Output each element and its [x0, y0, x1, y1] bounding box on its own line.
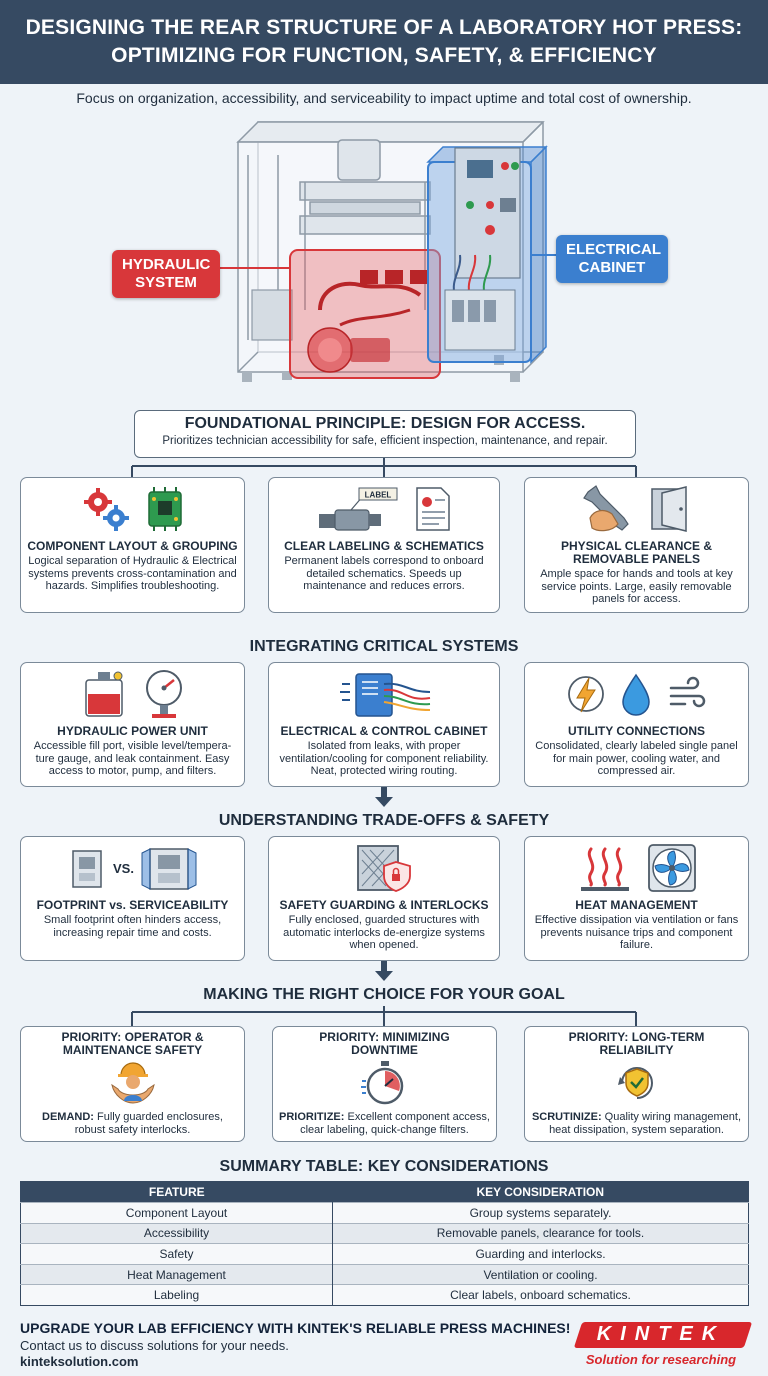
- card-title: SAFETY GUARDING & INTERLOCKS: [279, 898, 489, 912]
- electrical-cabinet-callout: [556, 235, 668, 283]
- card-title-line-1: PRIORITY: OPERATOR &: [61, 1030, 204, 1044]
- section-title-tradeoffs: UNDERSTANDING TRADE-OFFS & SAFETY: [218, 812, 550, 829]
- cabinet-wiring-icon: [334, 668, 434, 720]
- logo-tagline: Solution for researching: [585, 1352, 737, 1367]
- flow-arrow-down-icon-2: [375, 971, 393, 981]
- oil-tank-icon: [80, 668, 128, 720]
- principle-title: FOUNDATIONAL PRINCIPLE: DESIGN FOR ACCESS.: [184, 415, 586, 432]
- card-title-line-2: MAINTENANCE SAFETY: [62, 1043, 203, 1057]
- card-desc-text: Quality wiring management, heat dissipation, system separation.: [549, 1111, 742, 1136]
- card-title: ELECTRICAL & CONTROL CABINET: [280, 724, 488, 738]
- card-desc-text: Fully guarded enclosures, robust safety interlocks.: [74, 1111, 223, 1136]
- card-title: FOOTPRINT vs. SERVICEABILITY: [36, 898, 229, 912]
- hydraulic-system-callout: [112, 250, 220, 298]
- labeled-valve-icon: [315, 484, 399, 534]
- electrical-cabinet-region: [428, 147, 546, 362]
- kintek-logo: [572, 1320, 750, 1370]
- page-subtitle: Focus on organization, accessibility, and serviceability to impact uptime and total cost of ownership.: [76, 90, 692, 106]
- card-desc: Ample space for hands and tools at key service points. Large, easily removable panels for access.: [540, 568, 733, 605]
- card-title-line-2: REMOVABLE PANELS: [573, 552, 700, 566]
- card-footprint: [20, 836, 245, 961]
- worker-safety-icon: [108, 1059, 158, 1107]
- footer-cta: UPGRADE YOUR LAB EFFICIENCY WITH KINTEK'S RELIABLE PRESS MACHINES!: [20, 1320, 571, 1336]
- section-title-summary: SUMMARY TABLE: KEY CONSIDERATIONS: [219, 1158, 549, 1175]
- section-title-choice: MAKING THE RIGHT CHOICE FOR YOUR GOAL: [203, 986, 565, 1003]
- pressure-gauge-icon: [142, 668, 186, 720]
- table-row: [21, 1203, 749, 1224]
- column-header-consideration: KEY CONSIDERATION: [333, 1182, 749, 1203]
- footer-site-link[interactable]: kinteksolution.com: [20, 1354, 139, 1369]
- schematic-document-icon: [413, 486, 453, 532]
- card-title-line-1: PRIORITY: LONG-TERM: [568, 1030, 705, 1044]
- large-machine-icon: [140, 843, 198, 893]
- card-desc: Logical separation of Hydraulic & Electrical systems prevents cross-contamination and hazards. Simplifies troubleshooting.: [28, 555, 237, 592]
- card-title: HEAT MANAGEMENT: [575, 898, 698, 912]
- table-cell: Guarding and interlocks.: [333, 1244, 749, 1265]
- card-electrical-cabinet: [268, 662, 500, 787]
- page-title-line-1: DESIGNING THE REAR STRUCTURE OF A LABORATORY HOT PRESS:: [25, 16, 743, 39]
- table-cell: Removable panels, clearance for tools.: [333, 1223, 749, 1244]
- flow-arrow-stem-2: [381, 961, 387, 971]
- summary-table: [20, 1181, 749, 1306]
- water-drop-icon: [619, 672, 653, 716]
- principle-desc: Prioritizes technician accessibility for safe, efficient inspection, maintenance, and repair.: [162, 435, 608, 447]
- hydraulic-callout-line-1: HYDRAULIC: [122, 256, 211, 273]
- table-cell: Ventilation or cooling.: [333, 1264, 749, 1285]
- gears-icon: [80, 486, 130, 532]
- air-icon: [667, 674, 707, 714]
- circuit-board-icon: [144, 487, 186, 531]
- card-title-line-1: PHYSICAL CLEARANCE &: [560, 539, 713, 553]
- table-row: [21, 1264, 749, 1285]
- compact-machine-icon: [67, 845, 107, 891]
- card-priority-safety: [20, 1026, 245, 1142]
- card-desc: Effective dissipation via ventilation or fans prevents nuisance trips and component failure.: [534, 914, 739, 951]
- card-desc: Permanent labels correspond to onboard detailed schematics. Speeds up maintenance and reduces errors.: [284, 555, 484, 592]
- footer: [20, 1320, 580, 1369]
- table-cell: Accessibility: [21, 1223, 333, 1244]
- card-desc: Isolated from leaks, with proper ventilation/cooling for component reliability. Neat, protected wiring routing.: [279, 740, 489, 777]
- card-title-line-2: RELIABILITY: [599, 1043, 674, 1057]
- card-hydraulic-power-unit: [20, 662, 245, 787]
- card-safety-guarding: [268, 836, 500, 961]
- card-lead: SCRUTINIZE:: [531, 1111, 602, 1123]
- card-component-layout: [20, 477, 245, 613]
- section-title-integrating: INTEGRATING CRITICAL SYSTEMS: [249, 638, 519, 655]
- table-cell: Labeling: [21, 1285, 333, 1306]
- table-cell: Clear labels, onboard schematics.: [333, 1285, 749, 1306]
- electrical-callout-line-2: CABINET: [578, 259, 646, 276]
- card-desc: Small footprint often hinders access, increasing repair time and costs.: [43, 914, 222, 939]
- table-cell: Safety: [21, 1244, 333, 1265]
- card-desc: [279, 1111, 490, 1137]
- valve-tag-text: LABEL: [364, 490, 392, 500]
- table-cell: Group systems separately.: [333, 1203, 749, 1224]
- column-header-feature: FEATURE: [21, 1182, 333, 1203]
- card-desc: [27, 1111, 238, 1137]
- table-row: [21, 1285, 749, 1306]
- side-box: [252, 290, 292, 340]
- card-priority-downtime: [272, 1026, 497, 1142]
- card-desc: Accessible fill port, visible level/tempera-ture gauge, and leak containment. Easy access to motor, pump, and filters.: [33, 740, 232, 777]
- card-utility-connections: [524, 662, 749, 787]
- hydraulic-system-region: [290, 250, 440, 378]
- card-title: HYDRAULIC POWER UNIT: [57, 724, 208, 738]
- flow-arrow-stem: [381, 787, 387, 797]
- lightning-icon: [567, 672, 605, 716]
- card-title: COMPONENT LAYOUT & GROUPING: [27, 539, 238, 553]
- card-clearance: [524, 477, 749, 613]
- table-row: [21, 1223, 749, 1244]
- page-header: [0, 0, 768, 84]
- card-priority-reliability: [524, 1026, 749, 1142]
- vs-label: VS.: [113, 860, 134, 876]
- foundational-principle-box: [134, 410, 636, 458]
- fan-icon: [647, 843, 697, 893]
- card-heat-management: [524, 836, 749, 961]
- card-desc: Fully enclosed, guarded structures with automatic interlocks de-energize systems when opened.: [283, 914, 485, 951]
- open-panel-icon: [648, 485, 692, 533]
- card-title: UTILITY CONNECTIONS: [567, 724, 706, 738]
- page-title-line-2: OPTIMIZING FOR FUNCTION, SAFETY, & EFFICIENCY: [111, 44, 657, 67]
- guard-lock-icon: [354, 842, 414, 894]
- heat-icon: [577, 843, 633, 893]
- card-labeling: [268, 477, 500, 613]
- choice-connector: [0, 1006, 768, 1028]
- logo-word: KINTEK: [596, 1323, 726, 1345]
- card-title-line-1: PRIORITY: MINIMIZING: [319, 1030, 450, 1044]
- table-header-row: [21, 1182, 749, 1203]
- hydraulic-callout-line-2: SYSTEM: [135, 274, 197, 291]
- card-desc-text: Excellent component access, clear labeling, quick-change filters.: [300, 1111, 490, 1136]
- card-title-line-2: DOWNTIME: [351, 1043, 418, 1057]
- principle-connector: [0, 458, 768, 478]
- card-lead: PRIORITIZE:: [279, 1111, 345, 1123]
- flow-arrow-down-icon: [375, 797, 393, 807]
- table-cell: Heat Management: [21, 1264, 333, 1285]
- footer-contact: Contact us to discuss solutions for your needs.: [20, 1338, 289, 1353]
- card-desc: Consolidated, clearly labeled single panel for main power, cooling water, and compressed air.: [535, 740, 738, 777]
- shield-check-icon: [612, 1059, 662, 1107]
- card-lead: DEMAND:: [42, 1111, 94, 1123]
- wrench-hand-icon: [582, 484, 634, 534]
- card-title: CLEAR LABELING & SCHEMATICS: [284, 539, 484, 553]
- table-row: [21, 1244, 749, 1265]
- electrical-callout-line-1: ELECTRICAL: [566, 241, 661, 258]
- card-desc: [531, 1111, 742, 1137]
- table-cell: Component Layout: [21, 1203, 333, 1224]
- stopwatch-icon: [360, 1059, 410, 1107]
